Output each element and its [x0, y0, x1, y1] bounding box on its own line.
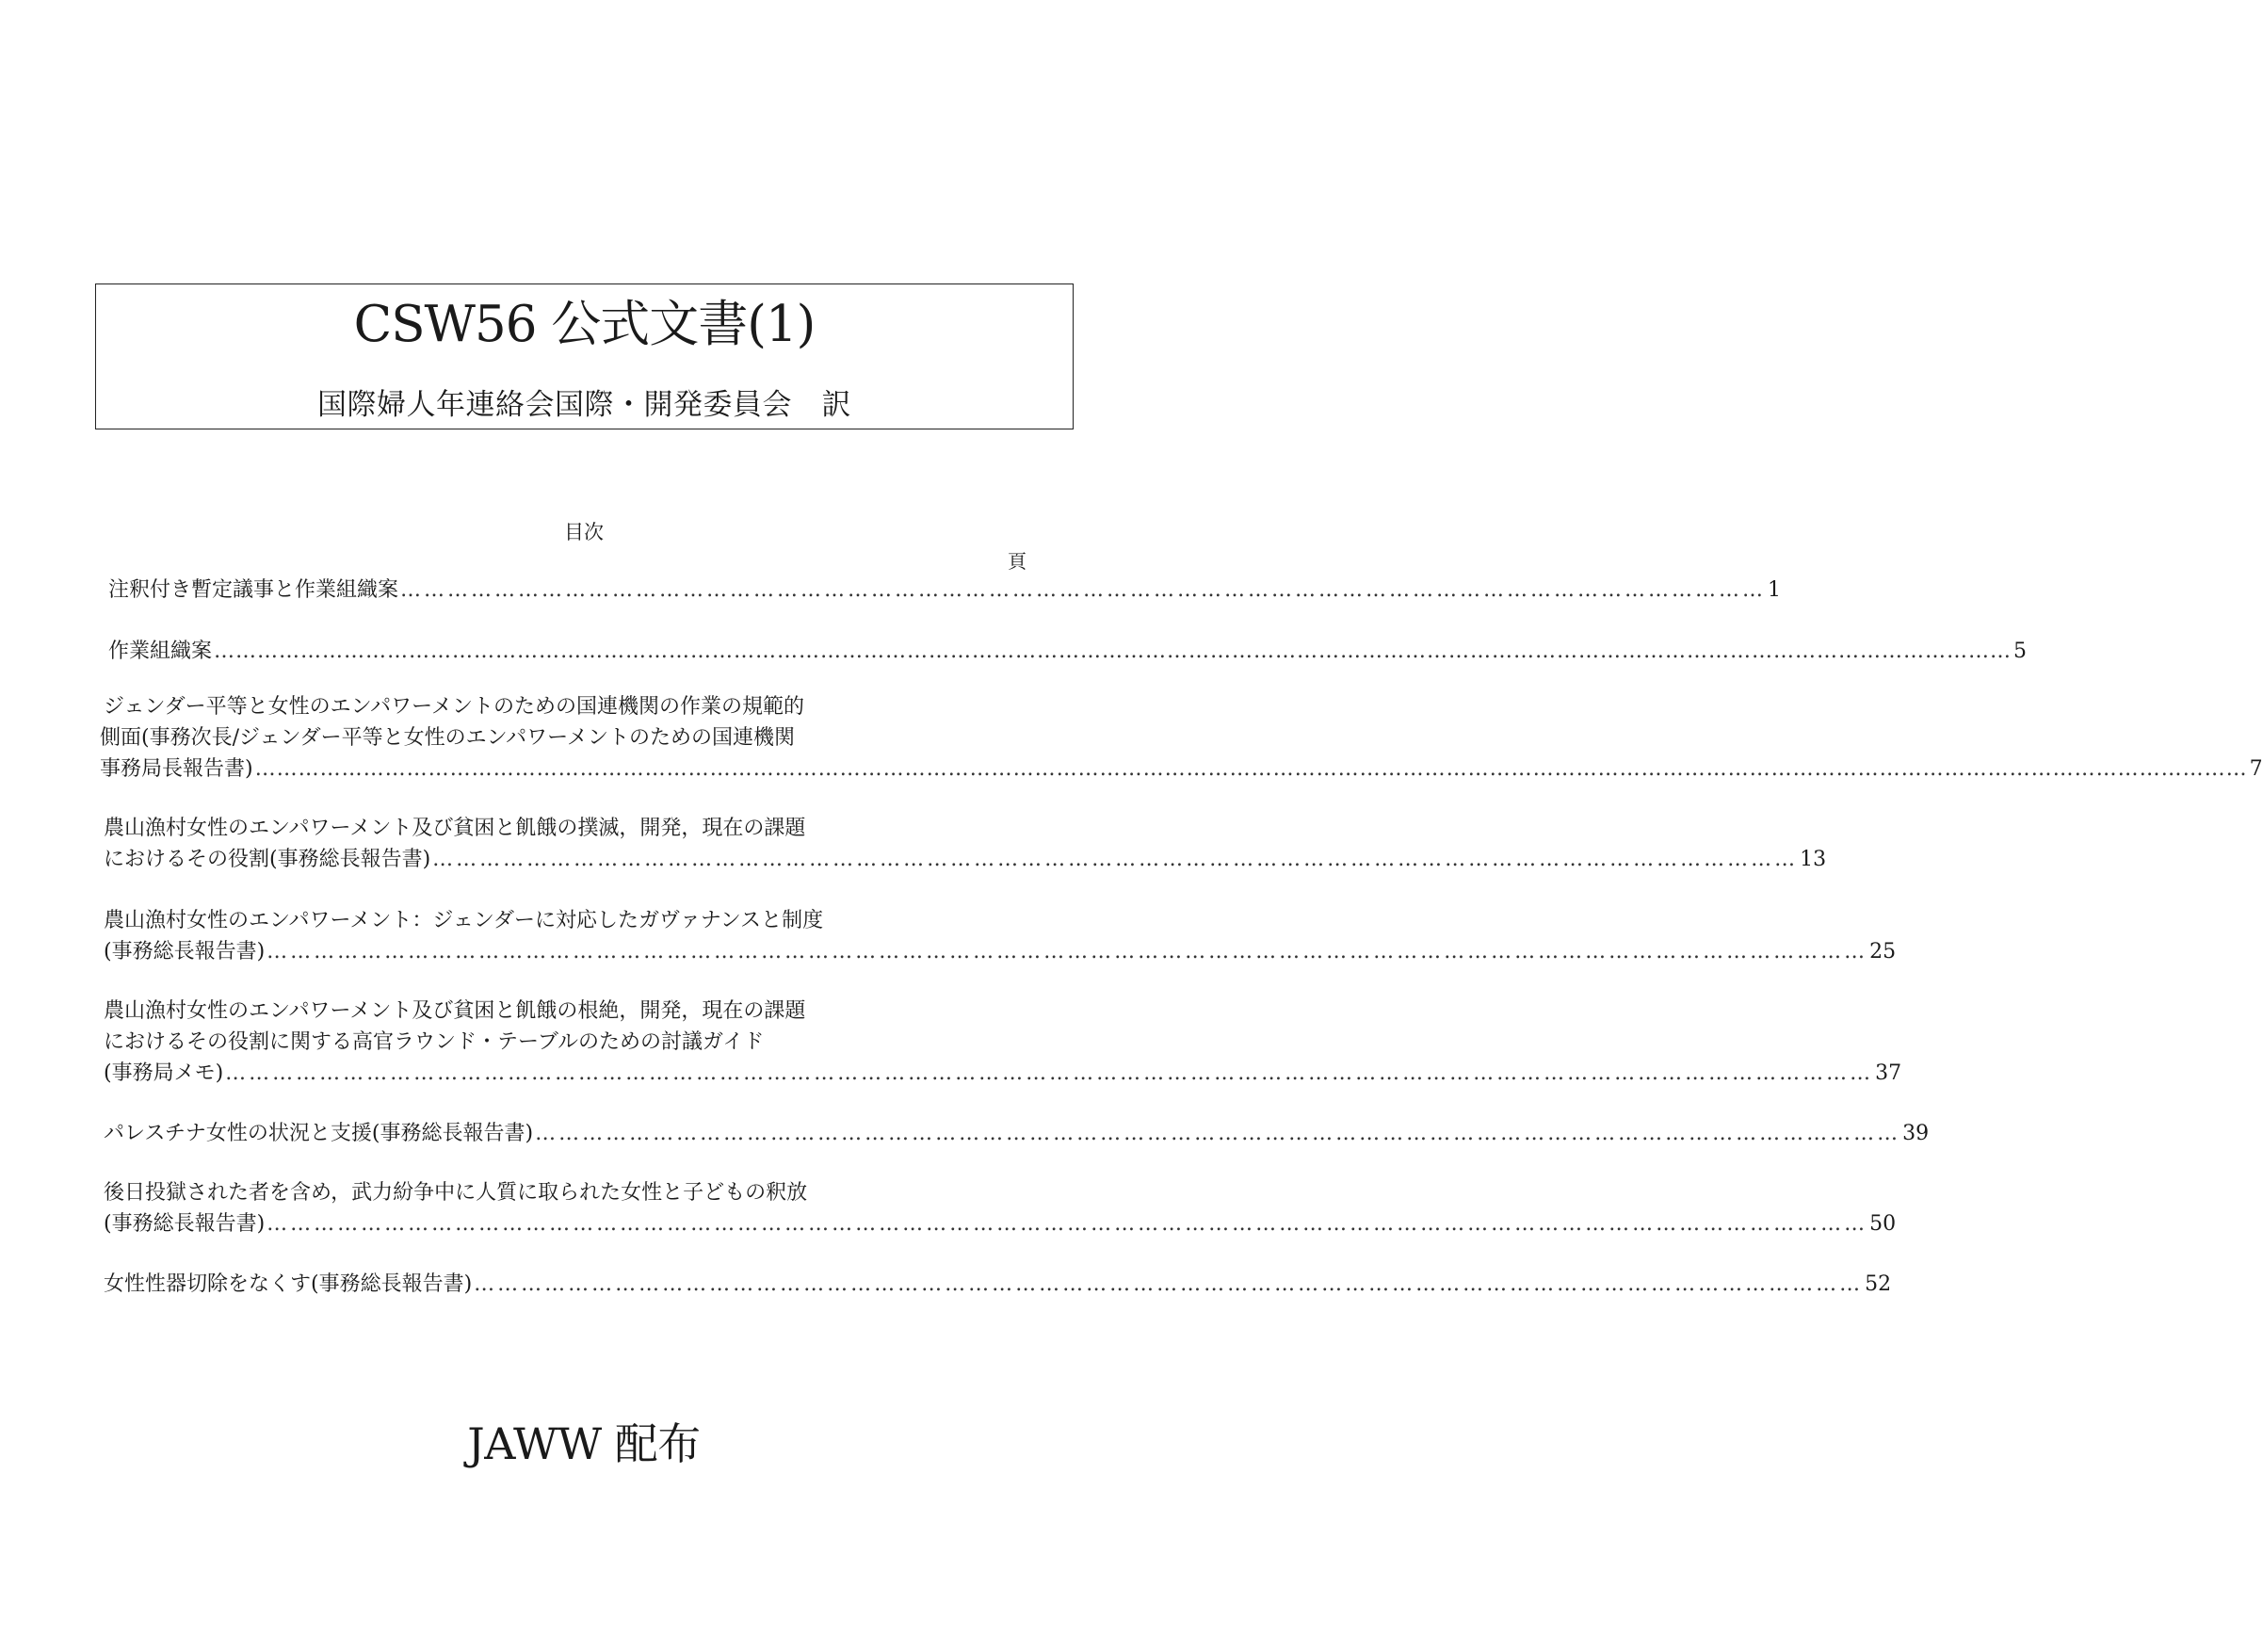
toc-entry-page: 1	[1768, 578, 1782, 602]
toc-leader-dots: ……………………………………………………………………………………………………………………………………………………………………………………………………………………………	[214, 640, 2012, 663]
toc-entry[interactable]	[104, 1209, 1897, 1239]
toc-entry[interactable]	[100, 754, 2263, 785]
toc-entry-page: 7	[2249, 757, 2263, 781]
toc-entry[interactable]	[104, 1270, 1892, 1300]
toc-leader-dots: …………………………………………………………………………………………………………………………………………………………	[535, 1122, 1901, 1145]
document-title: CSW56 公式文書(1)	[353, 296, 816, 353]
toc-entry-page: 39	[1902, 1122, 1930, 1145]
toc-heading: 目次	[564, 521, 604, 543]
toc-entry-title: (事務局メモ)	[104, 1061, 224, 1085]
toc-leader-dots: ……………………………………………………………………………………………………………………………………………………………………………………	[267, 940, 1868, 964]
toc-entry-title-line: 後日投獄された者を含め，武力紛争中に人質に取られた女性と子どもの釈放	[104, 1181, 808, 1205]
toc-entry-title-line: ジェンダー平等と女性のエンパワーメントのための国連機関の作業の規範的	[104, 695, 805, 719]
toc-entry-title-line: 農山漁村女性のエンパワーメント及び貧困と飢餓の撲滅，開発，現在の課題	[104, 817, 806, 840]
translator-credit: 国際婦人年連絡会国際・開発委員会 訳	[317, 388, 851, 422]
toc-entry-title: (事務総長報告書)	[104, 940, 266, 964]
toc-entry-title: 事務局長報告書)	[100, 757, 253, 781]
toc-entry-title-line: におけるその役割に関する高官ラウンド・テーブルのための討議ガイド	[104, 1030, 765, 1054]
toc-entry-title: 作業組織案	[108, 640, 213, 663]
toc-entry-page: 25	[1869, 940, 1897, 964]
toc-leader-dots: ……………………………………………………………………………………………………………………………………………………………………………………	[267, 1212, 1868, 1236]
toc-entry-title-line: 農山漁村女性のエンパワーメント及び貧困と飢餓の根絶，開発，現在の課題	[104, 999, 806, 1023]
toc-leader-dots: …………………………………………………………………………………………………………………………………………………………	[400, 578, 1767, 602]
toc-entry[interactable]	[108, 637, 2028, 667]
toc-leader-dots: …………………………………………………………………………………………………………………………………………………………	[432, 848, 1799, 871]
toc-entry-title-line: 農山漁村女性のエンパワーメント：ジェンダーに対応したガヴァナンスと制度	[104, 909, 824, 932]
toc-entry-page: 13	[1800, 848, 1827, 871]
toc-leader-dots: ……………………………………………………………………………………………………………………………………………………………………………………………………………………………………………………	[254, 757, 2248, 781]
toc-entry-page: 50	[1869, 1212, 1897, 1236]
toc-entry[interactable]	[104, 1119, 1930, 1149]
toc-leader-dots: ……………………………………………………………………………………………………………………………………………………………	[474, 1272, 1864, 1296]
toc-entry[interactable]	[104, 937, 1897, 967]
toc-entry-title: におけるその役割(事務総長報告書)	[104, 848, 431, 871]
toc-entry[interactable]	[108, 575, 1782, 606]
toc-entry-page: 52	[1865, 1272, 1892, 1296]
toc-entry[interactable]	[104, 1059, 1902, 1089]
toc-entry-title: パレスチナ女性の状況と支援(事務総長報告書)	[104, 1122, 534, 1145]
toc-entry-title: (事務総長報告書)	[104, 1212, 266, 1236]
toc-entry[interactable]	[104, 845, 1827, 875]
toc-entry-page: 37	[1875, 1061, 1902, 1085]
page-column-label: 頁	[1008, 550, 1026, 573]
toc-entry-page: 5	[2013, 640, 2028, 663]
distribution-footer: JAWW 配布	[467, 1418, 701, 1469]
toc-entry-title: 注釈付き暫定議事と作業組織案	[108, 578, 399, 602]
toc-entry-title-line: 側面(事務次長/ジェンダー平等と女性のエンパワーメントのための国連機関	[100, 726, 796, 750]
toc-entry-title: 女性性器切除をなくす(事務総長報告書)	[104, 1272, 473, 1296]
toc-leader-dots: …………………………………………………………………………………………………………………………………………………………………………………………	[225, 1061, 1874, 1085]
